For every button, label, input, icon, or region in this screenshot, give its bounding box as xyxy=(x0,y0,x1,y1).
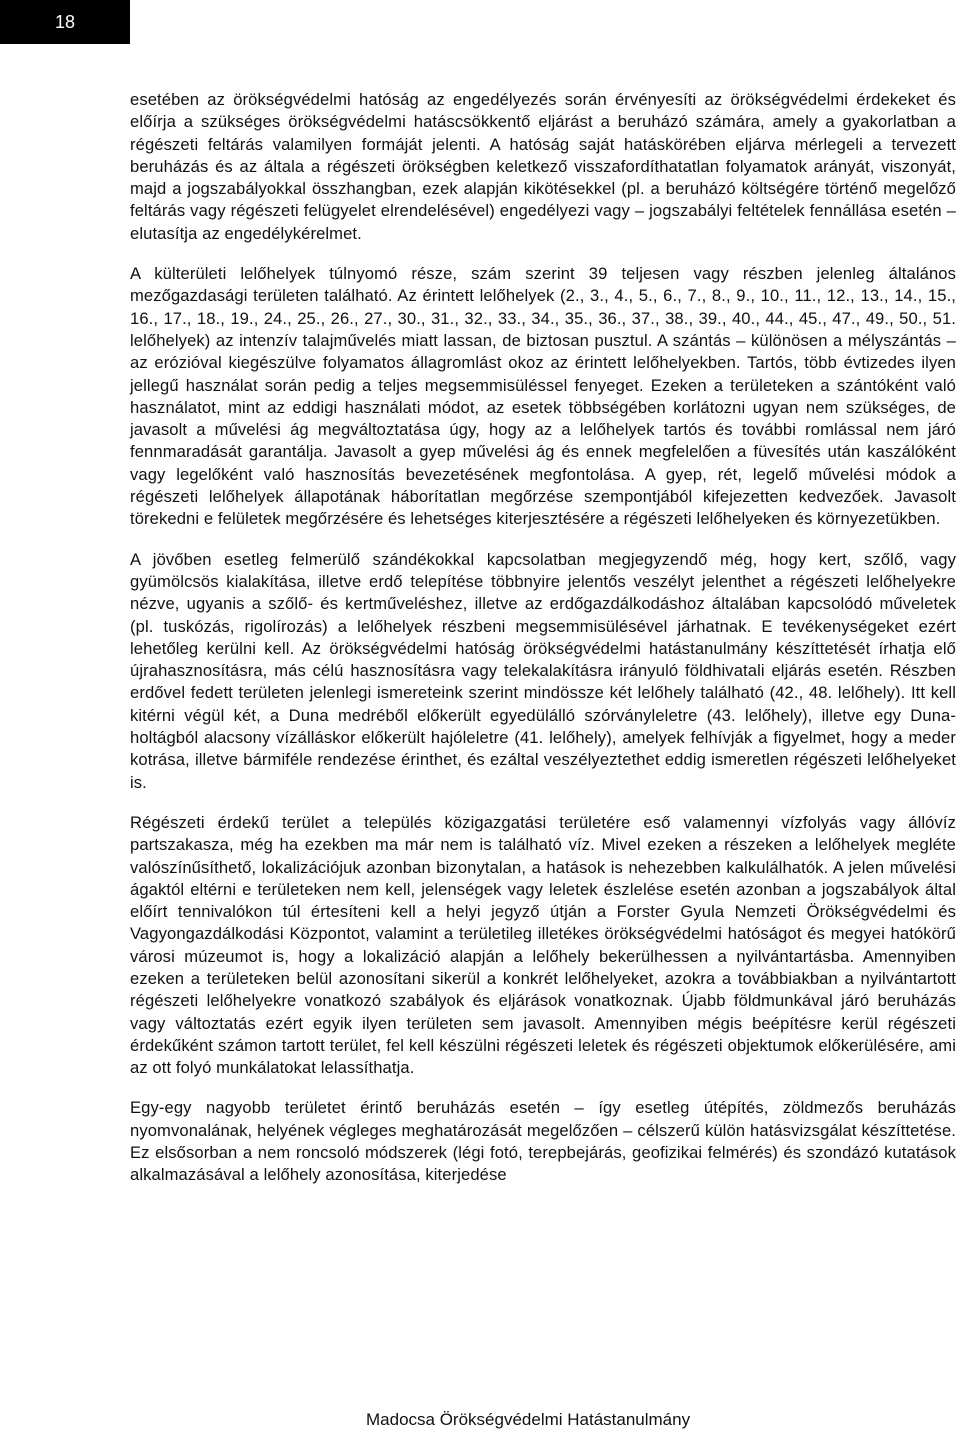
page-number: 18 xyxy=(0,0,130,44)
paragraph-3: A jövőben esetleg felmerülő szándékokkal kapcsolatban megjegyzendő még, hogy kert, szőlő, vagy gyümölcsös kialakítása, illetve erdő telepítése többnyire jelentős veszélyt jelenthet a régészeti lelőhelyekre nézve, ugyanis a szőlő- és kertműveléshez, illetve az erdőgazdálkodáshoz általában kapcsolódó műveletek (pl. tuskózás, rigolírozás) a lelőhelyek részbeni megsemmisülésével járhatnak. E tevékenységeket ezért lehetőleg kerülni kell. Az örökségvédelmi hatóság örökségvédelmi hatástanulmány készíttetését írhatja elő újrahasznosításra, más célú hasznosításra vagy telekalakításra irányuló földhivatali eljárás esetén. Részben erdővel fedett területen jelenlegi ismereteink szerint mindössze két lelőhely található (42., 48. lelőhely). Itt kell kitérni végül két, a Duna medréből előkerült egyedülálló szórványleletre (43. lelőhely), illetve egy Duna-holtágból alacsony vízálláskor előkerült hajóleletre (41. lelőhely), amelyek felhívják a figyelmet, hogy a meder kotrása, illetve bármiféle rendezése érinthet, és ezáltal veszélyeztethet eddig ismeretlen régészeti lelőhelyeket is. xyxy=(130,549,956,792)
paragraph-5: Egy-egy nagyobb területet érintő beruházás esetén – így esetleg útépítés, zöldmezős beruházás nyomvonalának, helyének végleges meghatározását megelőzően – célszerű külön hatásvizsgálat készíttetése. Ez elsősorban a nem roncsoló módszerek (légi fotó, terepbejárás, geofizikai felmérés) és szondázó kutatások alkalmazásával a lelőhely azonosítása, kiterjedése xyxy=(130,1098,956,1185)
paragraph-1: esetében az örökségvédelmi hatóság az engedélyezés során érvényesíti az örökségvédelmi érdekeket és előírja a szükséges örökségvédelmi hatáscsökkentő eljárást a beruházó számára, amely a gyakorlatban a régészeti feltárás valamilyen formáját jelenti. A hatóság saját hatáskörében eljárva mérlegeli a tervezett beruházás és az általa a régészeti örökségben keletkező visszafordíthatatlan folyamatok arányát, viszonyát, majd a jogszabályokkal összhangban, ezek alapján kikötésekkel (pl. a beruházó költségére történő megelőző feltárás vagy régészeti felügyelet elrendelésével) engedélyezi vagy – jogszabályi feltételek fennállása esetén – elutasítja az engedélykérelmet. xyxy=(130,90,956,243)
page-footer: Madocsa Örökségvédelmi Hatástanulmány xyxy=(366,1410,691,1429)
document-body xyxy=(130,89,956,1205)
paragraph-4: Régészeti érdekű terület a település közigazgatási területére eső valamennyi vízfolyás vagy állóvíz partszakasza, még ha ezekben ma már nem is található víz. Mivel ezeken a részeken a lelőhelyek megléte valószínűsíthető, lokalizációjuk azonban bizonytalan, a hatások is nehezebben kalkulálhatók. A jelen művelési ágaktól eltérni e területeken nem kell, jelenségek vagy leletek észlelése esetén azonban a jogszabályok által előírt tennivalókon túl értesíteni kell a helyi jegyző útján a Forster Gyula Nemzeti Örökségvédelmi és Vagyongazdálkodási Központot, valamint a területileg illetékes örökségvédelmi hatóságot és megyei hatókörű városi múzeumot is, hogy a lokalizáció alapján a lelőhely bekerülhessen a nyilvántartásba. Amennyiben ezeken a területeken belül azonosítani sikerül a konkrét lelőhelyeket, azokra a továbbiakban a nyilvántartott régészeti lelőhelyekre vonatkozó szabályok és eljárások vonatkoznak. Újabb földmunkával járó beruházás vagy változtatás ezért egyik ilyen területen sem javasolt. Amennyiben mégis beépítésre kerül régészeti érdekűként számon tartott terület, fel kell készülni régészeti leletek és régészeti objektumok előkerülésére, ami az ott folyó munkálatokat lelassíthatja. xyxy=(130,812,956,1078)
paragraph-2: A külterületi lelőhelyek túlnyomó része, szám szerint 39 teljesen vagy részben jelenleg általános mezőgazdasági területen található. Az érintett lelőhelyek (2., 3., 4., 5., 6., 7., 8., 9., 10., 11., 12., 13., 14., 15., 16., 17., 18., 19., 24., 25., 26., 27., 30., 31., 32., 33., 34., 35., 36., 37., 38., 39., 40., 44., 45., 47., 49., 50., 51. lelőhelyek) az intenzív talajművelés miatt lassan, de biztosan pusztul. A szántás – különösen a mélyszántás – az erózióval kiegészülve folyamatos állagromlást okoz az érintett lelőhelyekben. Tartós, több évtizedes ilyen jellegű használat során pedig a teljes megsemmisüléssel fenyeget. Ezeken a területeken a szántóként való használatot, mint az eddigi használati módot, az esetek többségében korlátozni ugyan nem szükséges, de javasolt a művelési ág megváltoztatása úgy, hogy az a lelőhelyek tartós és további romlással nem járó fennmaradását garantálja. Javasolt a gyep művelési ág és ennek megfelelően a füvesítés után kaszálóként vagy legelőként való hasznosítás bevezetésének megfontolása. A gyep, rét, legelő művelési módok a régészeti lelőhelyek állapotának háborítatlan megőrzése szempontjából kifejezetten kedvezőek. Javasolt törekedni e felületek megőrzésére és lehetséges kiterjesztésére a régészeti lelőhelyeken és környezetükben. xyxy=(130,264,956,529)
